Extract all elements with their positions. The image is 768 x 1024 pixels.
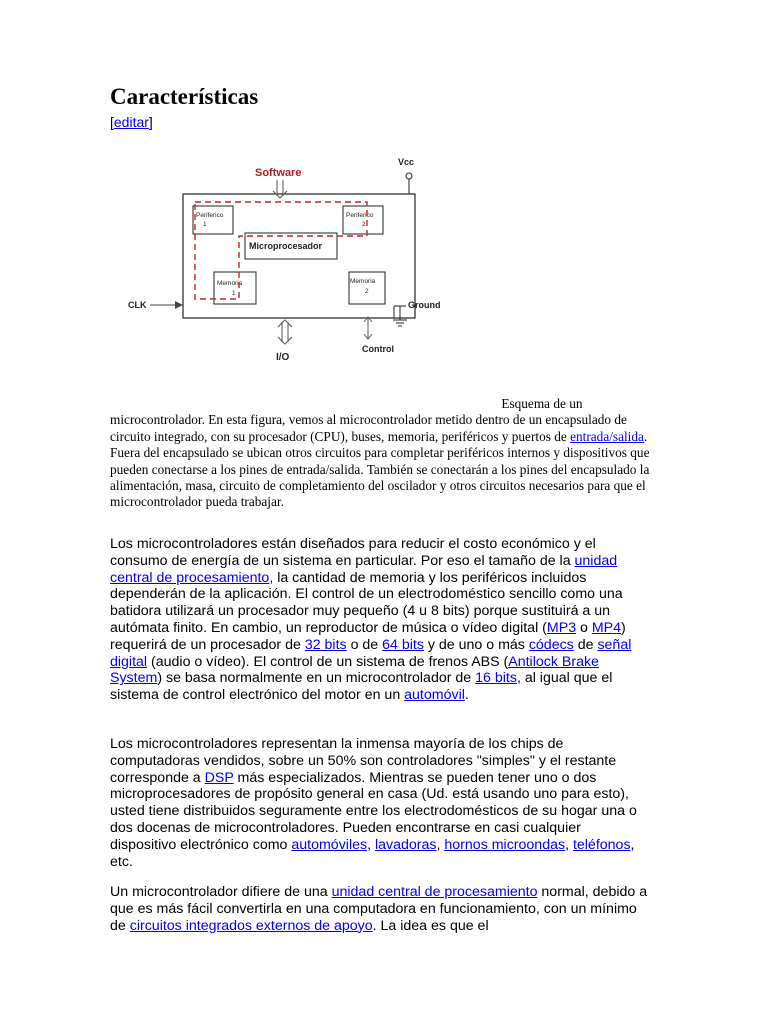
svg-text:2: 2 <box>365 288 369 295</box>
periferico-2-box <box>343 206 383 234</box>
svg-text:1: 1 <box>232 290 236 297</box>
microcontroller-diagram <box>128 150 468 370</box>
software-label: Software <box>255 167 302 179</box>
svg-text:2: 2 <box>362 221 366 228</box>
edit-link[interactable]: editar <box>113 114 149 130</box>
link-unidad-central[interactable]: unidad central de procesamiento <box>110 552 618 586</box>
link-unidad-central-2[interactable]: unidad central de procesamiento <box>331 884 538 900</box>
svg-text:Periferico: Periferico <box>346 212 374 219</box>
svg-text:Microprocesador: Microprocesador <box>249 241 323 251</box>
link-mp4[interactable]: MP4 <box>591 619 622 636</box>
link-64-bits[interactable]: 64 bits <box>382 636 424 653</box>
link-dsp[interactable]: DSP <box>204 769 234 786</box>
svg-text:Memoria: Memoria <box>350 278 376 285</box>
svg-text:1: 1 <box>203 221 207 228</box>
paragraph-3: Un microcontrolador difiere de una unidad central de procesamiento normal, debido a que es más fácil convertirla en una computadora en funcionamiento, con un mínimo de circuitos integrados externos de apoyo. La idea es que el <box>110 884 648 934</box>
link-telefonos[interactable]: teléfonos <box>572 836 631 853</box>
control-label: Control <box>362 344 394 354</box>
vcc-label: Vcc <box>398 157 415 167</box>
paragraph-1: Los microcontroladores están diseñados para reducir el costo económico y el consumo de energía de un sistema en particular. Por eso el tamaño de la unidad central de procesamiento, la cantidad de memoria y los periféricos incluidos dependerán de la aplicación. El control de un electrodoméstico sencillo como una batidora utilizará un procesador muy pequeño (4 u 8 bits) porque sustituirá a un autómata finito. En cambio, un reproductor de música o vídeo digital (MP3 o MP4) requerirá de un procesador de 32 bits o de 64 bits y de uno o más códecs de señal digital (audio o vídeo). El control de un sistema de frenos ABS (Antilock Brake System) se basa normalmente en un microcontrolador de 16 bits, al igual que el sistema de control electrónico del motor en un automóvil. <box>110 536 632 704</box>
svg-text:Memoria: Memoria <box>217 280 243 287</box>
link-automoviles[interactable]: automóviles <box>291 836 368 853</box>
link-codecs[interactable]: códecs <box>528 636 574 653</box>
diagram-svg <box>128 150 468 370</box>
clk-label: CLK <box>128 300 147 310</box>
entrada-salida-link[interactable]: entrada/salida <box>570 428 644 444</box>
ground-label: Ground <box>408 300 441 310</box>
link-senal-digital[interactable]: señal digital <box>110 636 632 670</box>
link-32-bits[interactable]: 32 bits <box>304 636 347 653</box>
link-mp3[interactable]: MP3 <box>546 619 577 636</box>
paragraph-2: Los microcontroladores representan la inmensa mayoría de los chips de computadoras vendidos, sobre un 50% son controladores "simples" y el restante corresponde a DSP más especializados. Mientras se pueden tener uno o dos microprocesadores de propósito general en casa (Ud. está usando uno para esto), usted tiene distribuidos seguramente entre los electrodomésticos de su hogar una o dos docenas de microcontroladores. Pueden encontrarse en casi cualquier dispositivo electrónico como automóviles, lavadoras, hornos microondas, teléfonos, etc. <box>110 736 637 870</box>
link-antilock-brake-system[interactable]: Antilock Brake System <box>110 653 599 687</box>
edit-section: [editar] <box>110 114 153 130</box>
link-16-bits[interactable]: 16 bits <box>475 670 517 687</box>
svg-text:Periferico: Periferico <box>196 212 224 219</box>
periferico-1-box <box>193 206 233 234</box>
figure-caption: Esquema de un microcontrolador. En esta figura, vemos al microcontrolador metido dentro de un encapsulado de circuito integrado, con su procesador (CPU), buses, memoria, periféricos y puertos de entrada/salida. Fuera del encapsulado se ubican otros circuitos para completar periféricos internos y dispositivos que pueden conectarse a los pines de entrada/salida. También se conectarán a los pines del encapsulado la alimentación, masa, circuito de completamiento del oscilador y otros circuitos necesarios para que el microcontrolador pueda trabajar. <box>110 396 650 510</box>
io-label: I/O <box>276 352 290 363</box>
section-title: Características <box>110 84 259 109</box>
link-automovil[interactable]: automóvil <box>404 687 465 704</box>
link-lavadoras[interactable]: lavadoras <box>374 836 437 853</box>
link-circuitos-integrados[interactable]: circuitos integrados externos de apoyo <box>129 917 373 934</box>
link-hornos-microondas[interactable]: hornos microondas <box>444 836 566 853</box>
